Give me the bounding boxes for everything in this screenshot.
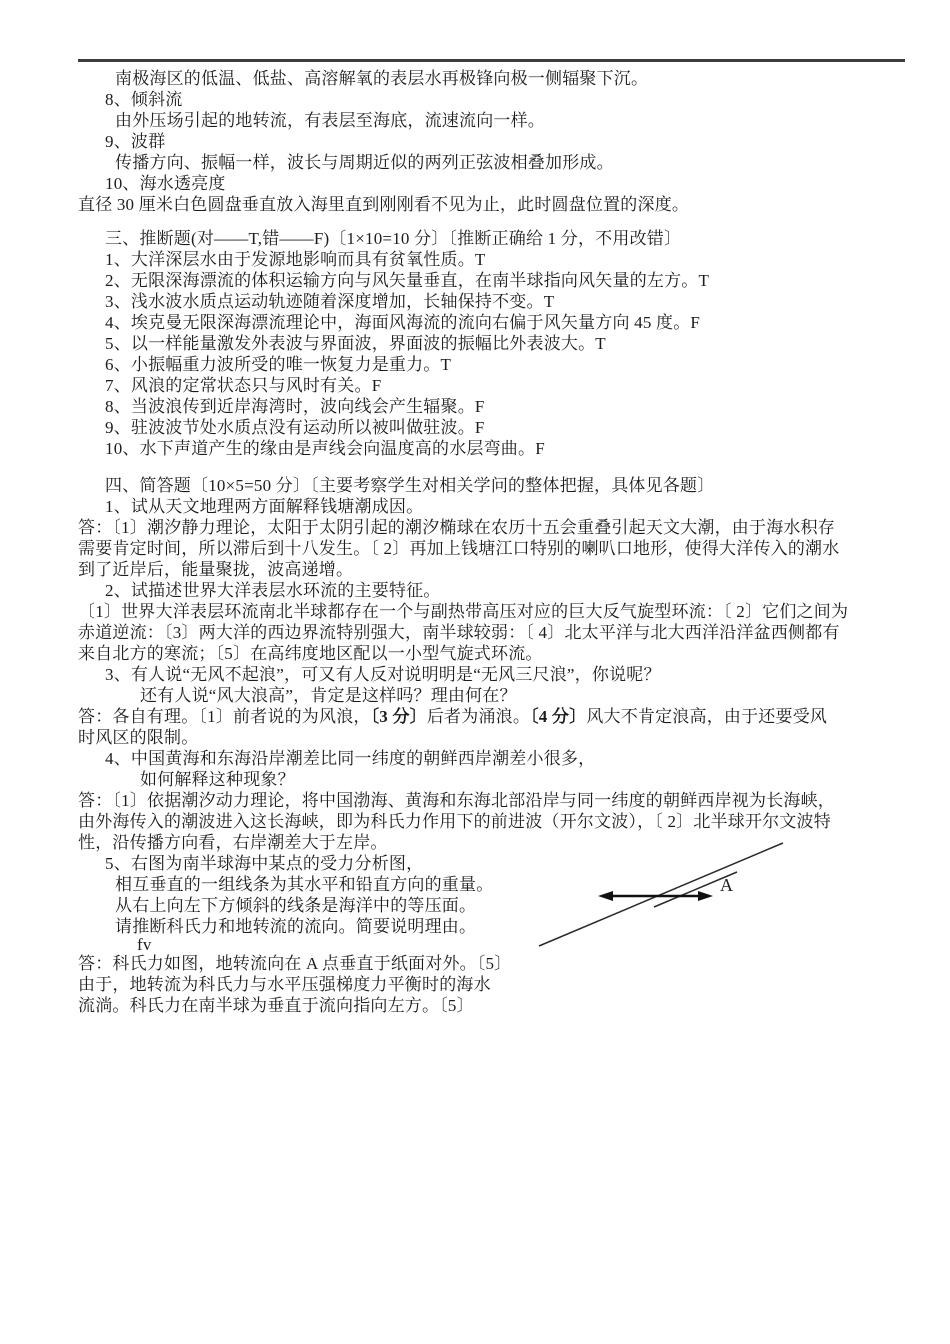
term-item: 10、海水透亮度	[105, 174, 226, 193]
answer-line: 流淌。科氏力在南半球为垂直于流向指向左方。〔5〕	[78, 996, 474, 1015]
question: 2、试描述世界大洋表层水环流的主要特征。	[105, 581, 441, 600]
section-3-heading: 三、推断题(对——T,错——F)〔1×10=10 分〕〔推断正确给 1 分，不用改错〕	[105, 229, 682, 248]
section-4-heading: 四、简答题〔10×5=50 分〕〔主要考察学生对相关学问的整体把握，具体见各题〕	[105, 476, 715, 495]
answer-line: 答：〔1〕潮汐静力理论，太阳于太阴引起的潮汐椭球在农历十五会重叠引起天文大潮，由于海水积存	[78, 518, 835, 537]
point-label-a: A	[720, 875, 733, 895]
tf-item: 9、驻波波节处水质点没有运动所以被叫做驻波。F	[105, 418, 485, 437]
tf-item: 1、大洋深层水由于发源地影响而具有贫氧性质。T	[105, 250, 486, 269]
question: 5、右图为南半球海中某点的受力分析图，	[105, 854, 424, 873]
answer-line: 答：科氏力如图，地转流向在 A 点垂直于纸面对外。〔5〕	[78, 954, 512, 973]
fv-note: fv	[137, 935, 152, 954]
answer-line: 需要肯定时间，所以滞后到十八发生。〔 2〕再加上钱塘江口特别的喇叭口地形，使得大洋传入的潮水	[78, 539, 840, 558]
answer-line: 答：〔1〕依据潮汐动力理论，将中国渤海、黄海和东海北部沿岸与同一纬度的朝鲜西岸视为长海峡，	[78, 791, 835, 810]
tf-item: 7、风浪的定常状态只与风时有关。F	[105, 376, 382, 395]
tf-item: 2、无限深海漂流的体积运输方向与风矢量垂直，在南半球指向风矢量的左方。T	[105, 271, 710, 290]
question-sub-line: 如何解释这种现象？	[140, 770, 295, 789]
answer-line: 来自北方的寒流；〔5〕在高纬度地区配以一小型气旋式环流。	[78, 644, 543, 663]
section-gap	[78, 459, 912, 475]
question-sub-line: 相互垂直的一组线条为其水平和铅直方向的重量。	[115, 875, 494, 894]
answer-line: 到了近岸后，能量聚拢，波高递增。	[78, 560, 354, 579]
definition-line: 南极海区的低温、低盐、高溶解氧的表层水再极锋向极一侧辐聚下沉。	[115, 69, 649, 88]
term-item: 9、波群	[105, 132, 166, 151]
answer-line: 由于，地转流为科氏力与水平压强梯度力平衡时的海水	[78, 975, 491, 994]
tf-item: 3、浅水波水质点运动轨迹随着深度增加，长轴保持不变。T	[105, 292, 555, 311]
question-sub-line: 还有人说“风大浪高”，肯定是这样吗？理由何在？	[140, 686, 517, 705]
term-item: 8、倾斜流	[105, 90, 183, 109]
tf-item: 5、以一样能量激发外表波与界面波，界面波的振幅比外表波大。T	[105, 334, 606, 353]
isobar-line	[539, 843, 783, 946]
definition-line: 由外压场引起的地转流，有表层至海底，流速流向一样。	[115, 111, 545, 130]
tf-item: 6、小振幅重力波所受的唯一恢复力是重力。T	[105, 355, 452, 374]
answer-line: 赤道逆流：〔3〕两大洋的西边界流特别强大，南半球较弱：〔 4〕北太平洋与北大西洋沿洋盆西侧都有	[78, 623, 840, 642]
definition-line: 传播方向、振幅一样，波长与周期近似的两列正弦波相叠加形成。	[115, 153, 614, 172]
question-sub-line: 从右上向左下方倾斜的线条是海洋中的等压面。	[115, 896, 477, 915]
section-gap	[78, 215, 912, 228]
answer-line: 答：各自有理。〔1〕前者说的为风浪，〔3 分〕后者为涌浪。〔4 分〕风大不肯定浪高，由于还要受风	[78, 707, 828, 726]
question-sub-line: 请推断科氏力和地转流的流向。简要说明理由。	[115, 917, 477, 936]
answer-line: 时风区的限制。	[78, 728, 199, 747]
question: 4、中国黄海和东海沿岸潮差比同一纬度的朝鲜西岸潮差小很多，	[105, 749, 596, 768]
tf-item: 4、埃克曼无限深海漂流理论中，海面风海流的流向右偏于风矢量方向 45 度。F	[105, 313, 701, 332]
answer-line: 〔1〕世界大洋表层环流南北半球都存在一个与副热带高压对应的巨大反气旋型环流：〔 2〕它们之间为	[78, 602, 849, 621]
header-divider-rule	[78, 59, 905, 62]
horizontal-double-arrow	[598, 891, 713, 901]
tf-item: 8、当波浪传到近岸海湾时，波向线会产生辐聚。F	[105, 397, 485, 416]
answer-line: 性，沿传播方向看，右岸潮差大于左岸。	[78, 833, 388, 852]
force-analysis-diagram	[528, 833, 813, 963]
answer-line: 由外海传入的潮波进入这长海峡，即为科氏力作用下的前进波（开尔文波），〔 2〕北半球开尔文波特	[78, 812, 831, 831]
question: 3、有人说“无风不起浪”，可又有人反对说明明是“无风三尺浪”，你说呢？	[105, 665, 661, 684]
definition-line: 直径 30 厘米白色圆盘垂直放入海里直到刚刚看不见为止，此时圆盘位置的深度。	[78, 195, 690, 214]
question: 1、试从天文地理两方面解释钱塘潮成因。	[105, 497, 424, 516]
tf-item: 10、水下声道产生的缘由是声线会向温度高的水层弯曲。F	[105, 439, 545, 458]
